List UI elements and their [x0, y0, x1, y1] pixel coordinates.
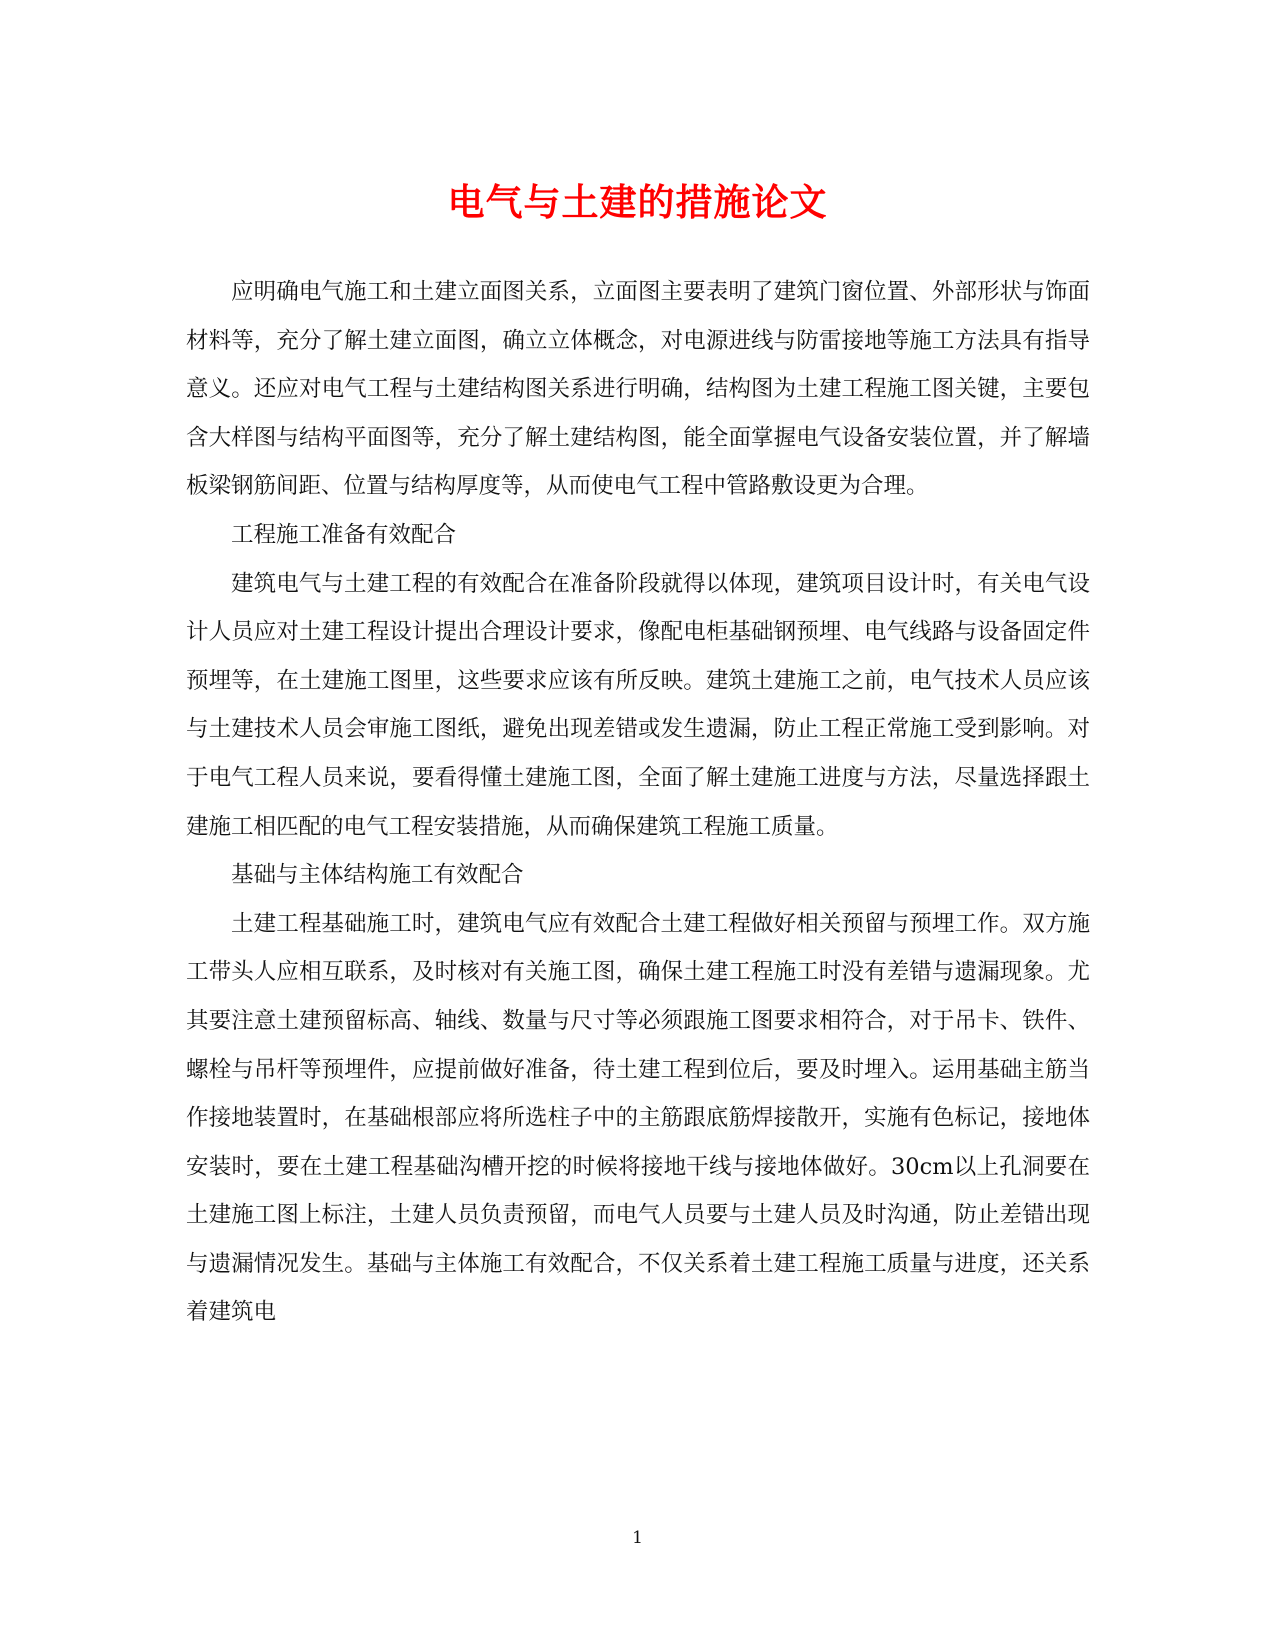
page-number: 1	[632, 1528, 643, 1548]
paragraph: 建筑电气与土建工程的有效配合在准备阶段就得以体现，建筑项目设计时，有关电气设计人员应对土建工程设计提出合理设计要求，像配电柜基础钢预埋、电气线路与设备固定件预埋等，在土建施工图里，这些要求应该有所反映。建筑土建施工之前，电气技术人员应该与土建技术人员会审施工图纸，避免出现差错或发生遗漏，防止工程正常施工受到影响。对于电气工程人员来说，要看得懂土建施工图，全面了解土建施工进度与方法，尽量选择跟土建施工相匹配的电气工程安装措施，从而确保建筑工程施工质量。	[186, 570, 1090, 840]
paragraph: 应明确电气施工和土建立面图关系，立面图主要表明了建筑门窗位置、外部形状与饰面材料等，充分了解土建立面图，确立立体概念，对电源进线与防雷接地等施工方法具有指导意义。还应对电气工程与土建结构图关系进行明确，结构图为土建工程施工图关键，主要包含大样图与结构平面图等，充分了解土建结构图，能全面掌握电气设备安装位置，并了解墙板梁钢筋间距、位置与结构厚度等，从而使电气工程中管路敷设更为合理。	[186, 279, 1090, 500]
section-heading: 基础与主体结构施工有效配合	[231, 862, 524, 889]
section-heading: 工程施工准备有效配合	[231, 521, 457, 548]
document-body	[186, 268, 1090, 1337]
paragraph: 土建工程基础施工时，建筑电气应有效配合土建工程做好相关预留与预埋工作。双方施工带头人应相互联系，及时核对有关施工图，确保土建工程施工时没有差错与遗漏现象。尤其要注意土建预留标高、轴线、数量与尺寸等必须跟施工图要求相符合，对于吊卡、铁件、螺栓与吊杆等预埋件，应提前做好准备，待土建工程到位后，要及时埋入。运用基础主筋当作接地装置时，在基础根部应将所选柱子中的主筋跟底筋焊接散开，实施有色标记，接地体安装时，要在土建工程基础沟槽开挖的时候将接地干线与接地体做好。30cm以上孔洞要在土建施工图上标注，土建人员负责预留，而电气人员要与土建人员及时沟通，防止差错出现与遗漏情况发生。基础与主体施工有效配合，不仅关系着土建工程施工质量与进度，还关系着建筑电	[186, 910, 1090, 1326]
document-title: 电气与土建的措施论文	[447, 180, 828, 224]
